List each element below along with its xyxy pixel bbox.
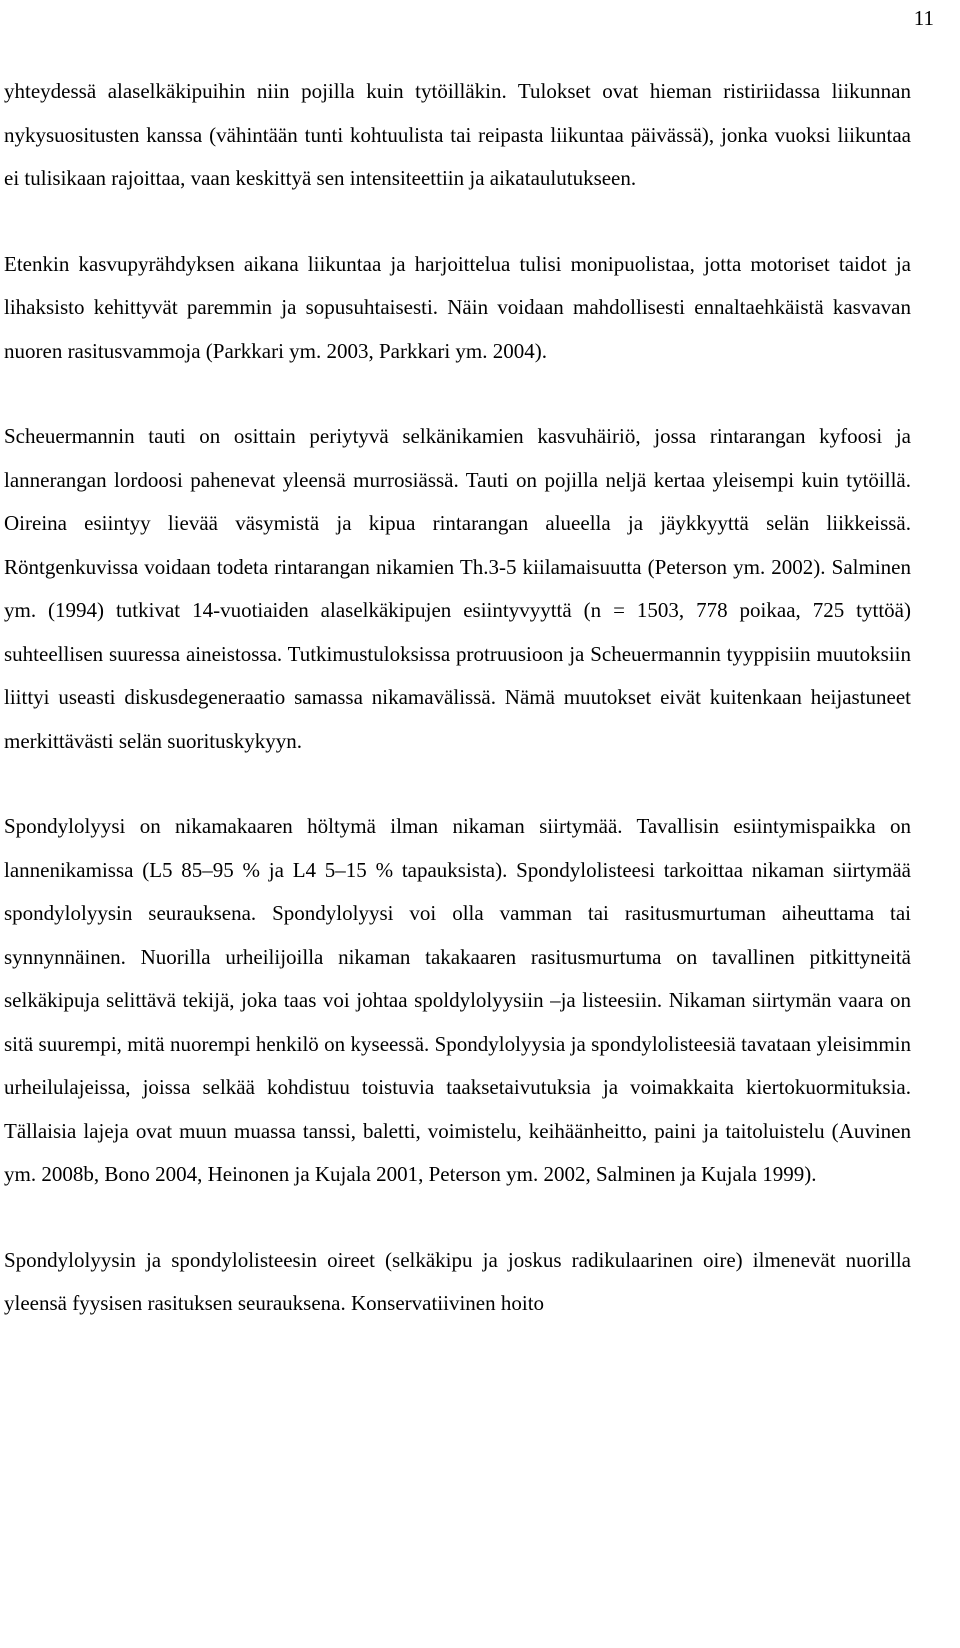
paragraph-scheuermann: Scheuermannin tauti on osittain periytyvä selkänikamien kasvuhäiriö, jossa rintarangan kyfoosi ja lannerangan lordoosi pahenevat yleensä murrosiässä. Tauti on pojilla neljä kertaa yleisempi kuin tytöillä. Oireina esiintyy lievää väsymistä ja kipua rintarangan alueella ja jäykkyyttä selän liikkeissä. Röntgenkuvissa voidaan todeta rintarangan nikamien Th.3-5 kiilamaisuutta (Peterson ym. 2002). Salminen ym. (1994) tutkivat 14-vuotiaiden alaselkäkipujen esiintyvyyttä (n = 1503, 778 poikaa, 725 tyttöä) suhteellisen suuressa aineistossa. Tutkimustuloksissa protruusioon ja Scheuermannin tyyppisiin muutoksiin liittyi useasti diskusdegeneraatio samassa nikamavälissä. Nämä muutokset eivät kuitenkaan heijastuneet merkittävästi selän suorituskykyyn.: [4, 424, 911, 753]
paragraph-exercise-recommendations: yhteydessä alaselkäkipuihin niin pojilla kuin tytöilläkin. Tulokset ovat hieman ristiriidassa liikunnan nykysuositusten kanssa (vähintään tunti kohtuulista tai reipasta liikuntaa päivässä), jonka vuoksi liikuntaa ei tulisikaan rajoittaa, vaan keskittyä sen intensiteettiin ja aikataulutukseen.: [4, 79, 911, 190]
paragraph-symptoms: Spondylolyysin ja spondylolisteesin oireet (selkäkipu ja joskus radikulaarinen oire) ilmenevät nuorilla yleensä fyysisen rasituksen seurauksena. Konservatiivinen hoito: [4, 1247, 911, 1315]
document-body: [4, 70, 911, 1368]
paragraph-growth-spurt: Etenkin kasvupyrähdyksen aikana liikuntaa ja harjoittelua tulisi monipuolistaa, jotta motoriset taidot ja lihaksisto kehittyvät paremmin ja sopusuhtaisesti. Näin voidaan mahdollisesti ennaltaehkäistä kasvavan nuoren rasitusvammoja (Parkkari ym. 2003, Parkkari ym. 2004).: [4, 251, 911, 363]
page-number: 11: [913, 6, 934, 30]
paragraph-spondylolysis: Spondylolyysi on nikamakaaren höltymä ilman nikaman siirtymää. Tavallisin esiintymispaikka on lannenikamissa (L5 85–95 % ja L4 5–15 % tapauksista). Spondylolisteesi tarkoittaa nikaman siirtymää spondylolyysin seurauksena. Spondylolyysi voi olla vamman tai rasitusmurtuman aiheuttama tai synnynnäinen. Nuorilla urheilijoilla nikaman takakaaren rasitusmurtuma on tavallinen pitkittyneitä selkäkipuja selittävä tekijä, joka taas voi johtaa spoldylolyysiin –ja listeesiin. Nikaman siirtymän vaara on sitä suurempi, mitä nuorempi henkilö on kyseessä. Spondylolyysia ja spondylolisteesiä tavataan yleisimmin urheilulajeissa, joissa selkää kohdistuu toistuvia taaksetaivutuksia ja voimakkaita kiertokuormituksia. Tällaisia lajeja ovat muun muassa tanssi, baletti, voimistelu, keihäänheitto, paini ja taitoluistelu (Auvinen ym. 2008b, Bono 2004, Heinonen ja Kujala 2001, Peterson ym. 2002, Salminen ja Kujala 1999).: [4, 814, 911, 1186]
